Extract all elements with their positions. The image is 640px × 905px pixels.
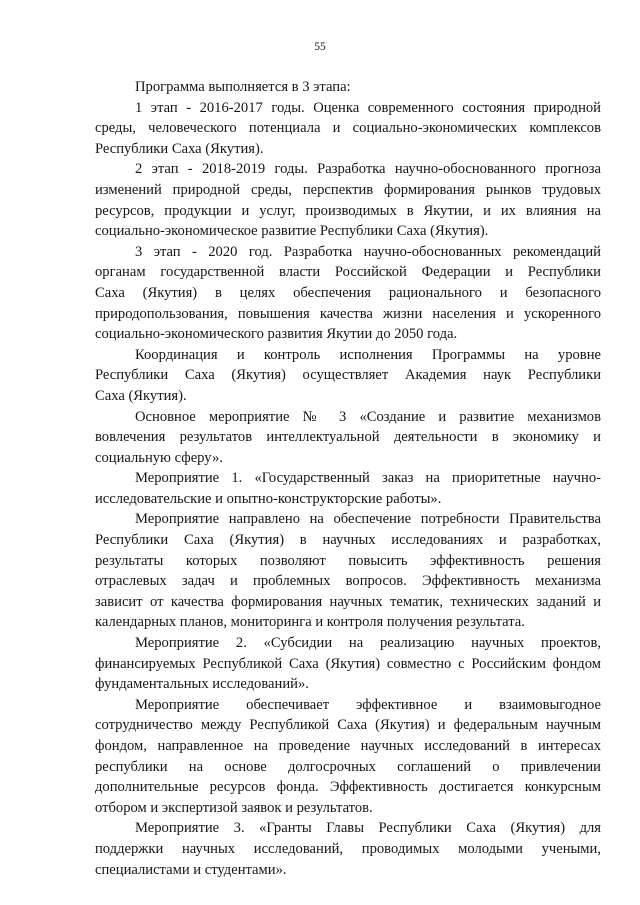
text-line: зависит от качества формирования научных тематик, технических заданий и: [95, 593, 601, 610]
text-line: Мероприятие обеспечивает эффективное и взаимовыгодное: [135, 696, 601, 713]
paragraph: [95, 468, 601, 509]
page-number: 55: [314, 41, 326, 53]
text-line: Мероприятие 3. «Гранты Главы Республики Саха (Якутия) для: [135, 820, 601, 837]
text-line: Мероприятие 2. «Субсидии на реализацию научных проектов,: [135, 635, 601, 652]
paragraph: [95, 98, 601, 160]
paragraph: [95, 509, 601, 633]
paragraph: [95, 345, 601, 407]
body-text: [95, 77, 601, 880]
text-line: Саха (Якутия) в целях обеспечения рационального и безопасного: [95, 284, 601, 301]
text-line: специалистами и студентами».: [95, 861, 287, 878]
text-line: органам государственной власти Российской Федерации и Республики: [95, 264, 601, 281]
paragraph: [95, 159, 601, 241]
text-line: Саха (Якутия).: [95, 387, 187, 404]
paragraph: [95, 818, 601, 880]
text-line: 1 этап - 2016-2017 годы. Оценка современного состояния природной: [135, 99, 601, 116]
text-line: Координация и контроль исполнения Программы на уровне: [135, 346, 601, 363]
text-line: республики на основе долгосрочных соглашений о привлечении: [95, 758, 601, 775]
text-line: 2 этап - 2018-2019 годы. Разработка научно-обоснованного прогноза: [135, 161, 601, 178]
text-line: фондом, направленное на проведение научных исследований в интересах: [95, 738, 601, 754]
text-line: изменений природной среды, перспектив формирования рынков трудовых: [95, 181, 601, 198]
text-line: ресурсов, продукции и услуг, производимых в Якутии, и их влияния на: [95, 202, 601, 219]
text-line: результаты которых позволяют повысить эффективность решения: [95, 552, 601, 569]
text-line: дополнительные ресурсов фонда. Эффективность достигается конкурсным: [95, 779, 601, 796]
text-line: Мероприятие 1. «Государственный заказ на приоритетные научно-: [135, 470, 601, 487]
text-line: социальную сферу».: [95, 449, 223, 466]
text-line: финансируемых Республикой Саха (Якутия) совместно с Российским фондом: [95, 655, 601, 672]
text-line: 3 этап - 2020 год. Разработка научно-обоснованных рекомендаций: [135, 243, 601, 260]
paragraph: [95, 633, 601, 695]
text-line: Республики Саха (Якутия).: [95, 140, 264, 157]
text-line: социально-экономического развития Якутии до 2050 года.: [95, 326, 458, 343]
text-line: Основное мероприятие № 3 «Создание и развитие механизмов: [135, 408, 601, 425]
text-line: Республики Саха (Якутия) в научных исследованиях и разработках,: [95, 532, 601, 549]
text-line: исследовательские и опытно-конструкторские работы».: [95, 490, 442, 507]
text-line: среды, человеческого потенциала и социально-экономических комплексов: [95, 120, 601, 137]
text-line: календарных планов, мониторинга и контроля получения результата.: [95, 614, 525, 631]
text-line: Республики Саха (Якутия) осуществляет Академия наук Республики: [95, 367, 601, 384]
text-line: социально-экономическое развитие Республики Саха (Якутия).: [95, 223, 489, 240]
text-line: поддержки научных исследований, проводимых молодыми учеными,: [95, 840, 601, 857]
paragraph: [95, 77, 601, 98]
text-line: Программа выполняется в 3 этапа:: [135, 79, 351, 95]
text-line: фундаментальных исследований».: [95, 676, 309, 693]
text-line: отбором и экспертизой заявок и результатов.: [95, 799, 373, 816]
text-line: вовлечения результатов интеллектуальной деятельности в экономику и: [95, 429, 601, 446]
paragraph: [95, 407, 601, 469]
text-line: сотрудничество между Республикой Саха (Якутия) и федеральным научным: [95, 717, 601, 734]
paragraph: [95, 242, 601, 345]
paragraph: [95, 695, 601, 819]
text-line: отраслевых задач и проблемных вопросов. Эффективность механизма: [95, 573, 601, 590]
text-line: природопользования, повышения качества жизни населения и ускоренного: [95, 305, 601, 322]
text-line: Мероприятие направлено на обеспечение потребности Правительства: [135, 511, 601, 528]
